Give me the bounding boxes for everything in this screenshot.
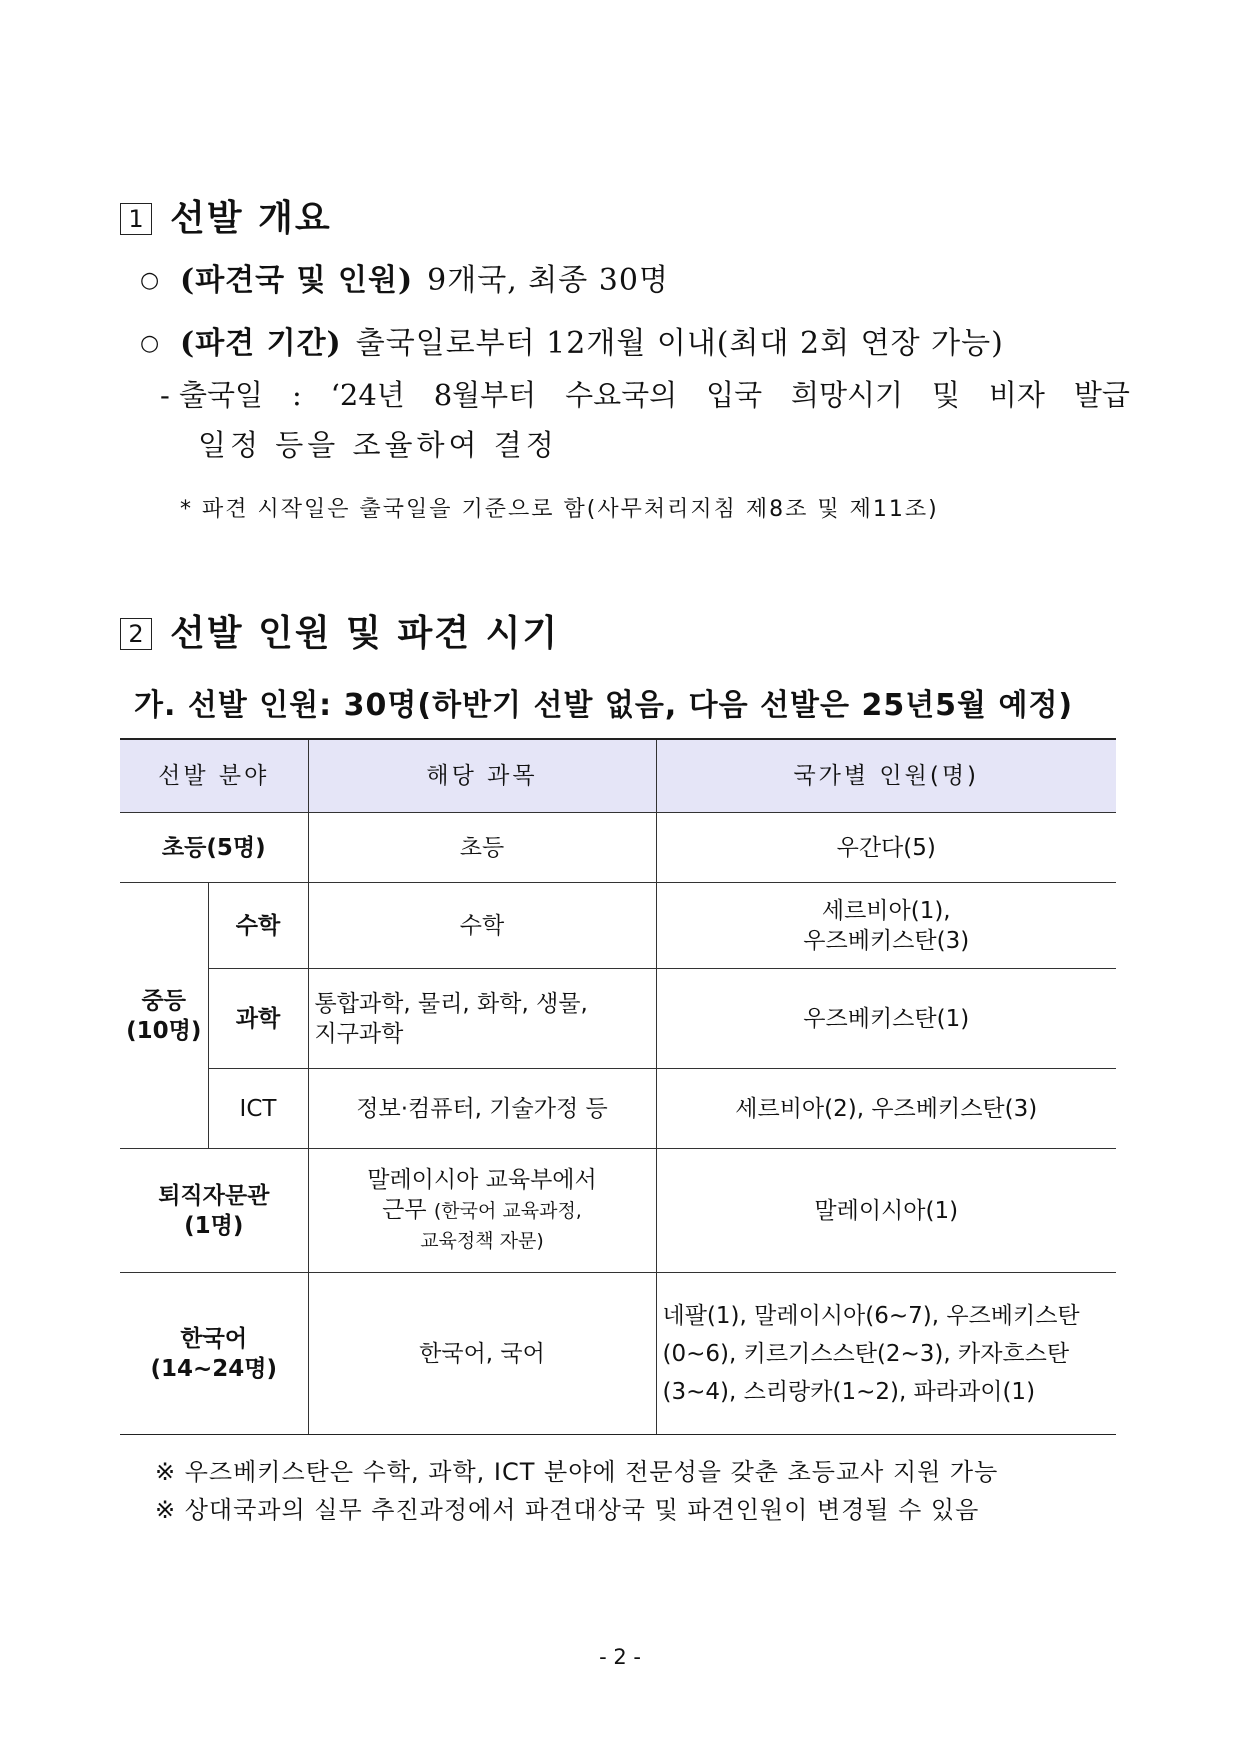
cell-field: 수학	[208, 883, 308, 969]
bullet-key: (파견국 및 인원)	[180, 263, 414, 298]
cell-line: 중등	[141, 987, 186, 1014]
dash-item-departure	[160, 370, 1130, 470]
dash-word: 발급	[1073, 378, 1130, 412]
cell-field: 과학	[208, 969, 308, 1069]
section-number-box: 1	[120, 203, 152, 235]
cell-line: 한국어	[180, 1325, 248, 1352]
cell-countries: 말레이시아(1)	[656, 1149, 1116, 1273]
circle-bullet-icon: ○	[140, 331, 161, 356]
table-row	[120, 883, 1116, 969]
table-header-row	[120, 739, 1116, 813]
cell-line: (3~4), 스리랑카(1~2), 파라과이(1)	[662, 1378, 1036, 1405]
dash-word: - 출국일	[160, 378, 264, 412]
circle-bullet-icon: ○	[140, 268, 161, 293]
cell-countries	[656, 883, 1116, 969]
cell-line: 교육정책 자문)	[420, 1230, 544, 1252]
selection-table	[120, 738, 1116, 1435]
header-countries: 국가별 인원(명)	[656, 739, 1116, 813]
cell-line	[315, 1195, 650, 1226]
dash-word: 입국	[706, 378, 763, 412]
cell-field	[120, 1273, 308, 1435]
header-field: 선발 분야	[120, 739, 308, 813]
cell-line: (10명)	[126, 1017, 202, 1044]
cell-field: 초등(5명)	[120, 813, 308, 883]
table-row	[120, 1149, 1116, 1273]
section-1-heading	[120, 190, 332, 241]
cell-line: 지구과학	[314, 1020, 404, 1047]
cell-countries: 세르비아(2), 우즈베키스탄(3)	[656, 1069, 1116, 1149]
cell-line: 말레이시아 교육부에서	[367, 1167, 597, 1193]
footnote: * 파견 시작일은 출국일을 기준으로 함(사무처리지침 제8조 및 제11조)	[180, 497, 939, 522]
table-row	[120, 813, 1116, 883]
cell-subject	[308, 969, 656, 1069]
cell-countries	[656, 1273, 1116, 1435]
cell-field: ICT	[208, 1069, 308, 1149]
cell-line: (0~6), 키르기스스탄(2~3), 카자흐스탄	[662, 1340, 1070, 1367]
section-2-heading	[120, 605, 559, 656]
cell-line: (14~24명)	[150, 1355, 278, 1382]
section-number-box: 2	[120, 618, 152, 650]
cell-text-small: (한국어 교육과정,	[433, 1200, 582, 1222]
bullet-value: 9개국, 최종 30명	[427, 263, 669, 298]
dash-word: 비자	[988, 378, 1045, 412]
cell-countries: 우즈베키스탄(1)	[656, 969, 1116, 1069]
cell-subject: 초등	[308, 813, 656, 883]
table-row	[120, 1069, 1116, 1149]
cell-line: 우즈베키스탄(3)	[803, 927, 970, 954]
cell-subject: 한국어, 국어	[308, 1273, 656, 1435]
subsection-heading: 가. 선발 인원: 30명(하반기 선발 없음, 다음 선발은 25년5월 예정)	[134, 688, 1074, 723]
header-subject: 해당 과목	[308, 739, 656, 813]
cell-line: 세르비아(1),	[821, 897, 951, 924]
table-row	[120, 1273, 1116, 1435]
remark-1: ※ 우즈베키스탄은 수학, 과학, ICT 분야에 전문성을 갖춘 초등교사 지원 가능	[155, 1458, 999, 1486]
cell-line: 통합과학, 물리, 화학, 생물,	[314, 990, 588, 1017]
cell-line: 퇴직자문관	[158, 1182, 270, 1209]
cell-subject	[308, 1149, 656, 1273]
dash-word: ‘24년	[330, 378, 405, 412]
dash-word: 수요국의	[565, 378, 678, 412]
bullet-item-period	[140, 318, 1004, 362]
dash-word: 및	[931, 378, 960, 412]
dash-line-2: 일정 등을 조율하여 결정	[198, 428, 558, 462]
cell-middle-label	[120, 883, 208, 1149]
remark-2: ※ 상대국과의 실무 추진과정에서 파견대상국 및 파견인원이 변경될 수 있음	[155, 1496, 980, 1524]
cell-line: (1명)	[184, 1212, 244, 1239]
bullet-key: (파견 기간)	[180, 326, 342, 361]
bullet-value: 출국일로부터 12개월 이내(최대 2회 연장 가능)	[355, 326, 1004, 361]
section-title: 선발 인원 및 파견 시기	[170, 613, 560, 654]
cell-line: 네팔(1), 말레이시아(6~7), 우즈베키스탄	[662, 1302, 1080, 1329]
cell-text: 근무	[382, 1197, 427, 1223]
table-row	[120, 969, 1116, 1069]
cell-subject: 정보·컴퓨터, 기술가정 등	[308, 1069, 656, 1149]
cell-field	[120, 1149, 308, 1273]
cell-countries: 우간다(5)	[656, 813, 1116, 883]
cell-subject: 수학	[308, 883, 656, 969]
dash-word: 8월부터	[433, 378, 537, 412]
dash-line-1	[160, 370, 1130, 420]
bullet-item-countries	[140, 255, 669, 299]
page-number: - 2 -	[599, 1645, 641, 1669]
dash-word: 희망시기	[791, 378, 904, 412]
section-title: 선발 개요	[170, 198, 332, 239]
dash-word: :	[291, 378, 302, 412]
